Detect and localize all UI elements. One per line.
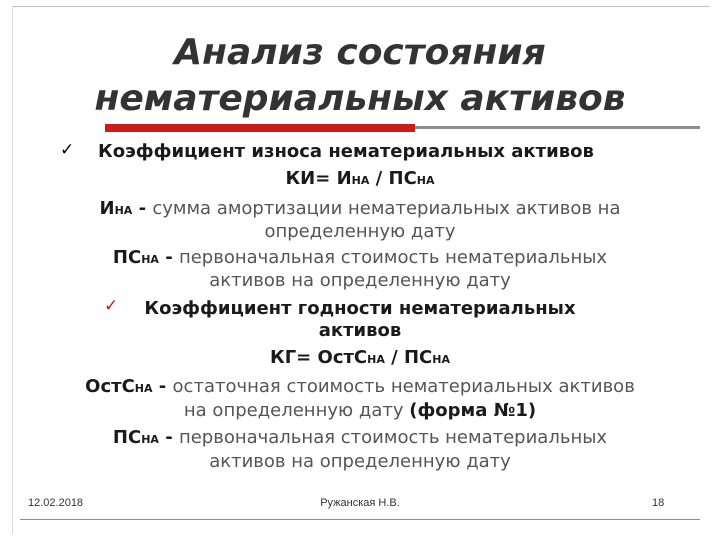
def-i-text-1: сумма амортизации нематериальных активов на xyxy=(152,198,621,219)
title-line-1: Анализ состояния xyxy=(174,32,546,73)
footer-date: 12.02.2018 xyxy=(28,497,84,509)
section2-heading-text-2: активов xyxy=(318,320,402,341)
footer-divider xyxy=(20,519,700,520)
def-i-term-sub: НА xyxy=(114,204,133,217)
checkmark-icon: ✓ xyxy=(60,140,75,160)
def-ps-text-1: первоначальная стоимость нематериальных xyxy=(178,247,608,268)
footer-page-number: 18 xyxy=(652,497,665,509)
section2-formula xyxy=(0,347,720,371)
formula-kg-rhs-sub: НА xyxy=(432,353,450,366)
section1-heading xyxy=(98,141,698,163)
def-ost-term: ОстС xyxy=(85,376,135,397)
formula-ki-lhs: КИ= И xyxy=(285,168,352,189)
def-ps-line-1 xyxy=(0,247,720,271)
def-ost-line-1 xyxy=(0,376,720,400)
def-ps-dash: - xyxy=(158,247,179,268)
def-ost-text-2: на определенную дату xyxy=(183,400,410,421)
def-i-line-2: определенную дату xyxy=(264,221,456,242)
def-i-line-1 xyxy=(0,198,720,222)
formula-kg-sep: / ПС xyxy=(384,347,433,368)
slide-title xyxy=(0,30,720,122)
section2-heading-text-1: Коэффициент годности нематериальных xyxy=(144,298,576,319)
checkmark-icon-2: ✓ xyxy=(104,296,119,316)
section2-heading-line-1 xyxy=(0,298,720,320)
title-underline xyxy=(415,126,700,129)
title-line-2: нематериальных активов xyxy=(94,78,626,119)
section1-formula xyxy=(0,168,720,192)
def-ps2-dash: - xyxy=(158,427,179,448)
def-i-term: И xyxy=(99,198,115,219)
formula-kg-lhs-sub: НА xyxy=(367,353,385,366)
def-ps-term: ПС xyxy=(112,247,142,268)
def-ps2-line-2: активов на определенную дату xyxy=(209,451,511,472)
formula-ki-lhs-sub: НА xyxy=(351,174,370,187)
def-ps-line-2: активов на определенную дату xyxy=(209,270,511,291)
section2-heading-line-2 xyxy=(0,320,720,342)
frame-top-line xyxy=(12,6,710,7)
formula-kg-lhs: КГ= ОстС xyxy=(269,347,368,368)
def-ost-dash: - xyxy=(152,376,173,397)
def-ost-form-ref: (форма №1) xyxy=(409,400,537,421)
formula-ki-sep: / ПС xyxy=(369,168,417,189)
def-i-dash: - xyxy=(132,198,153,219)
def-ost-term-sub: НА xyxy=(134,382,153,395)
def-ost-line-2 xyxy=(0,400,720,422)
def-ps2-text-1: первоначальная стоимость нематериальных xyxy=(178,427,608,448)
formula-ki-rhs-sub: НА xyxy=(416,174,435,187)
def-ps2-term-sub: НА xyxy=(141,433,159,446)
def-ps2-term: ПС xyxy=(112,427,142,448)
section1-heading-text: Коэффициент износа нематериальных активов xyxy=(98,141,594,162)
def-ps2-line-1 xyxy=(0,427,720,451)
def-ps-term-sub: НА xyxy=(141,253,159,266)
def-ost-text-1: остаточная стоимость нематериальных активов xyxy=(172,376,635,397)
footer-author: Ружанская Н.В. xyxy=(320,497,400,509)
title-accent-bar xyxy=(105,124,415,132)
